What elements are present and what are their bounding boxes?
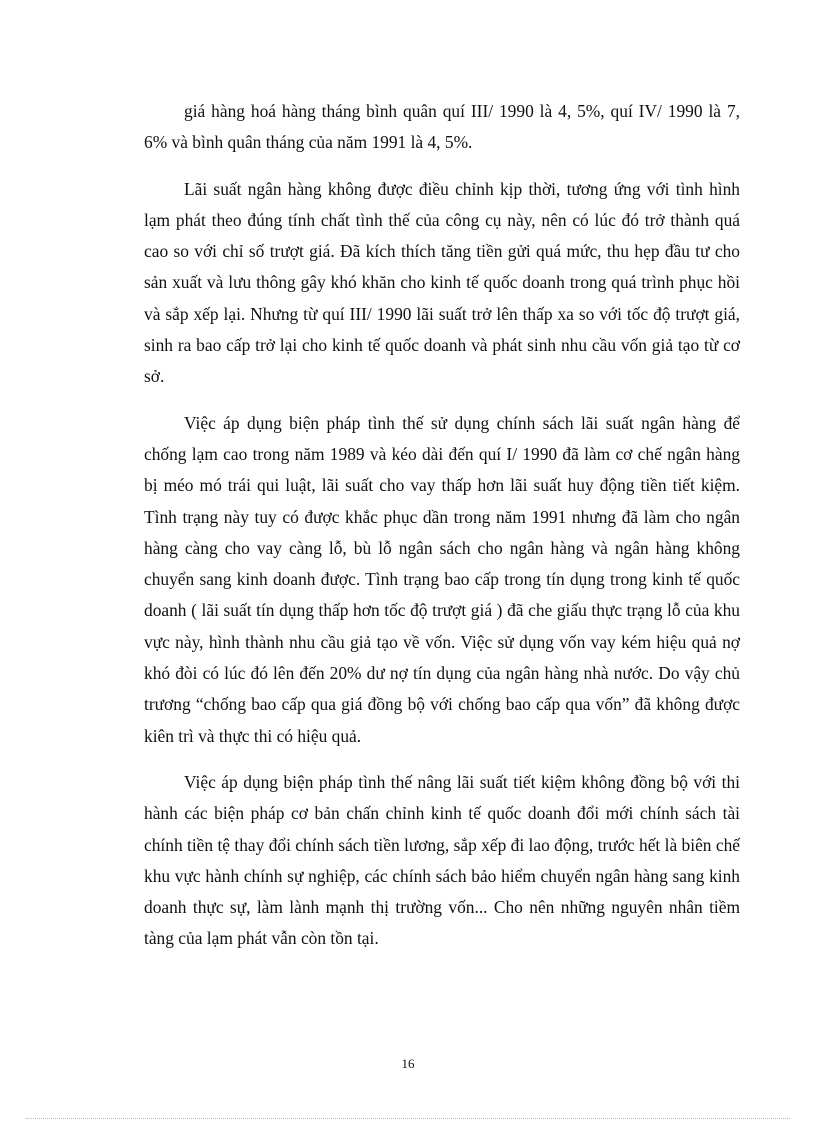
page-body	[144, 96, 740, 955]
page-bottom-divider	[26, 1118, 790, 1119]
paragraph-continuation: giá hàng hoá hàng tháng bình quân quí III/ 1990 là 4, 5%, quí IV/ 1990 là 7, 6% và bình quân tháng của năm 1991 là 4, 5%.	[144, 101, 740, 153]
paragraph-savings-rate: Việc áp dụng biện pháp tình thế nâng lãi suất tiết kiệm không đồng bộ với thi hành các biện pháp cơ bản chấn chỉnh kinh tế quốc doanh đổi mới chính sách tài chính tiền tệ thay đổi chính sách tiền lương, sắp xếp đi lao động, trước hết là biên chế khu vực hành chính sự nghiệp, các chính sách bảo hiểm chuyển ngân hàng sang kinh doanh thực sự, làm lành mạnh thị trường vốn... Cho nên những nguyên nhân tiềm tàng của lạm phát vẫn còn tồn tại.	[144, 771, 740, 949]
page-number: 16	[401, 1056, 415, 1071]
paragraph-interest-rate: Lãi suất ngân hàng không được điều chỉnh kịp thời, tương ứng với tình hình lạm phát theo đúng tính chất tình thế của công cụ này, nên có lúc đó trở thành quá cao so với chỉ số trượt giá. Đã kích thích tăng tiền gửi quá mức, thu hẹp đầu tư cho sản xuất và lưu thông gây khó khăn cho kinh tế quốc doanh trong quá trình phục hồi và sắp xếp lại. Nhưng từ quí III/ 1990 lãi suất trở lên thấp xa so với tốc độ trượt giá, sinh ra bao cấp trở lại cho kinh tế quốc doanh và phát sinh nhu cầu vốn giả tạo từ cơ sở.	[144, 178, 740, 387]
paragraph-interest-policy: Việc áp dụng biện pháp tình thế sử dụng chính sách lãi suất ngân hàng để chống lạm cao trong năm 1989 và kéo dài đến quí I/ 1990 đã làm cơ chế ngân hàng bị méo mó trái qui luật, lãi suất cho vay thấp hơn lãi suất huy động tiền tiết kiệm. Tình trạng này tuy có được khắc phục dần trong năm 1991 nhưng đã làm cho ngân hàng càng cho vay càng lỗ, bù lỗ ngân sách cho ngân hàng và ngân hàng không chuyển sang kinh doanh được. Tình trạng bao cấp trong tín dụng trong kinh tế quốc doanh ( lãi suất tín dụng thấp hơn tốc độ trượt giá ) đã che giấu thực trạng lỗ của khu vực này, hình thành nhu cầu giả tạo về vốn. Việc sử dụng vốn vay kém hiệu quả nợ khó đòi có lúc đó lên đến 20% dư nợ tín dụng của ngân hàng nhà nước. Do vậy chủ trương “chống bao cấp qua giá đồng bộ với chống bao cấp qua vốn” đã không được kiên trì và thực thi có hiệu quả.	[144, 412, 740, 746]
